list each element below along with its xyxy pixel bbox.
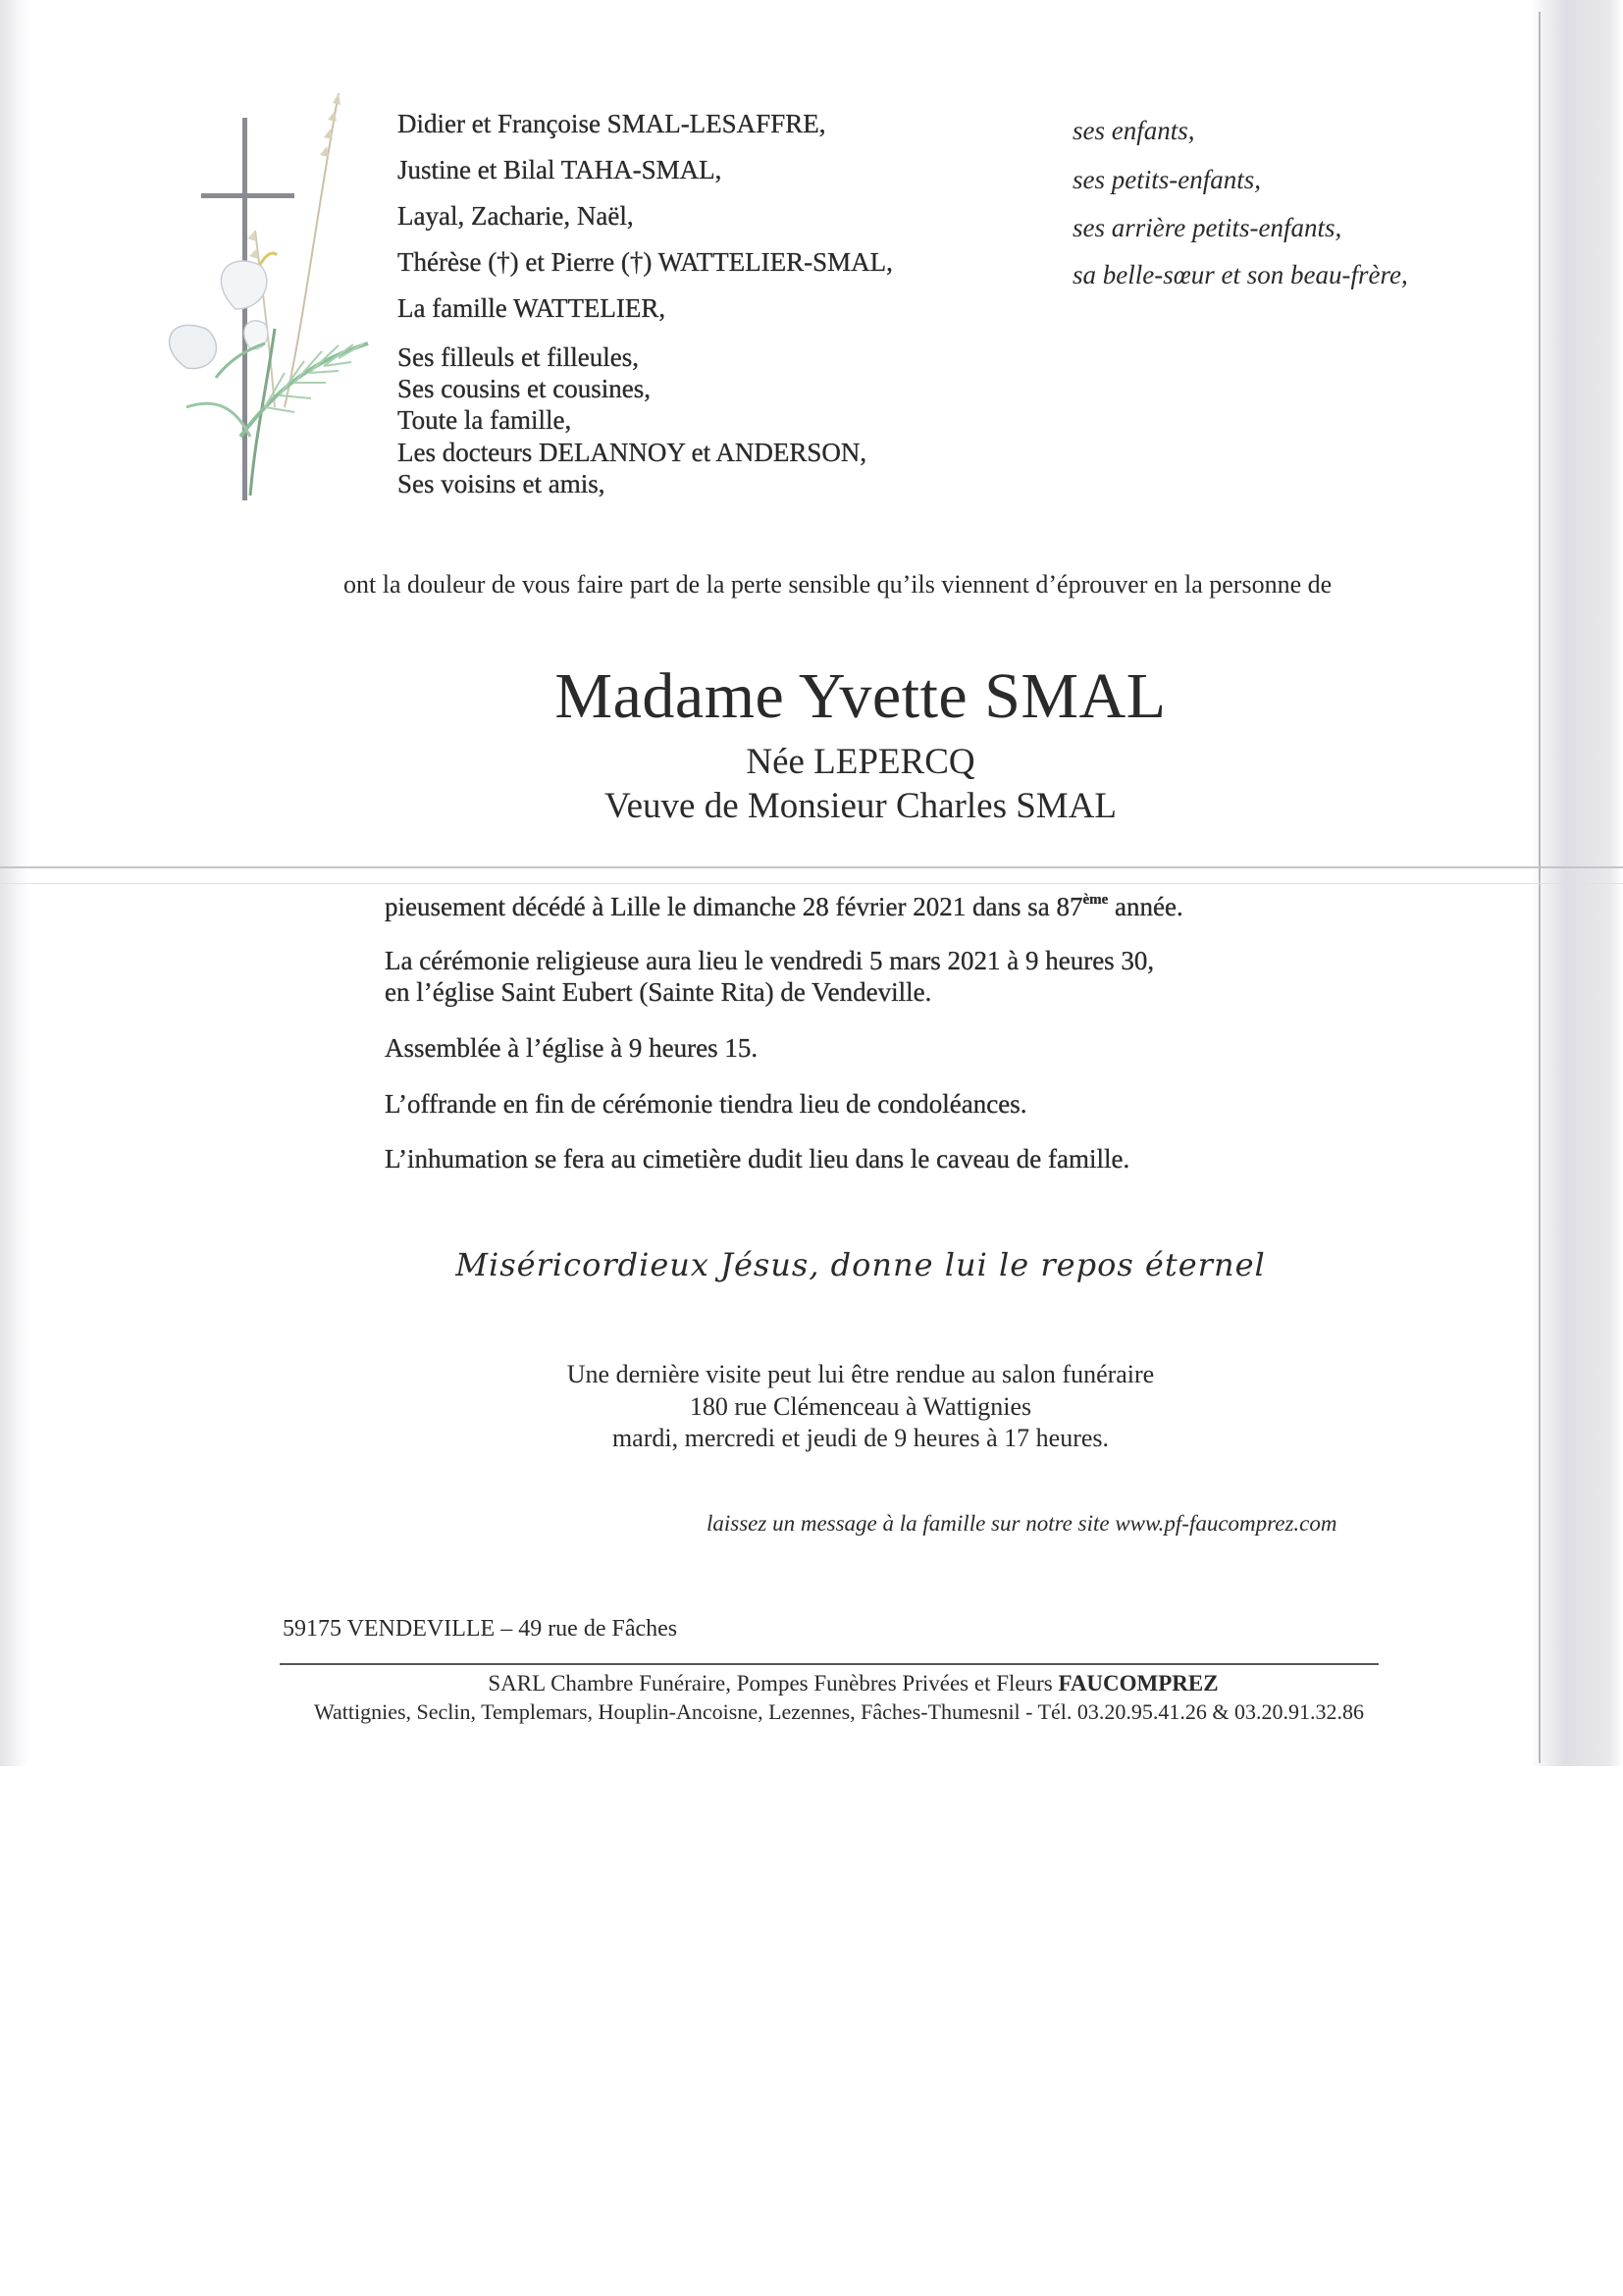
death-statement-text: pieusement décédé à Lille le dimanche 28 février 2021 dans sa 87 bbox=[385, 892, 1083, 921]
footer-company bbox=[0, 1672, 1623, 1695]
footer-company-name: FAUCOMPREZ bbox=[1058, 1671, 1219, 1696]
burial-note: L’inhumation se fera au cimetière dudit lieu dans le caveau de famille. bbox=[385, 1144, 1130, 1174]
mourner-line: Ses filleuls et filleules, bbox=[397, 342, 639, 372]
mourner-line: Les docteurs DELANNOY et ANDERSON, bbox=[397, 438, 867, 467]
prayer-text: Miséricordieux Jésus, donne lui le repos éternel bbox=[455, 1246, 1266, 1283]
home-address: 59175 VENDEVILLE – 49 rue de Fâches bbox=[283, 1616, 678, 1642]
relation-label: ses petits-enfants, bbox=[1073, 165, 1261, 194]
website-note: laissez un message à la famille sur notre site www.pf-faucomprez.com bbox=[707, 1511, 1337, 1536]
announcement-text: ont la douleur de vous faire part de la perte sensible qu’ils viennent d’éprouver en la personne de bbox=[343, 570, 1333, 599]
cross-icon bbox=[201, 118, 294, 500]
ordinal-suffix: ème bbox=[1082, 892, 1109, 908]
family-name-line: Layal, Zacharie, Naël, bbox=[397, 201, 634, 231]
family-name-line: Didier et Françoise SMAL-LESAFFRE, bbox=[397, 109, 826, 138]
mourner-line: Toute la famille, bbox=[397, 405, 572, 435]
mourner-line: Ses voisins et amis, bbox=[397, 469, 605, 498]
deceased-widow-of: Veuve de Monsieur Charles SMAL bbox=[603, 786, 1118, 826]
visit-line: Une dernière visite peut lui être rendue au salon funéraire bbox=[566, 1360, 1155, 1388]
footer-company-text: SARL Chambre Funéraire, Pompes Funèbres Privées et Fleurs bbox=[488, 1671, 1059, 1696]
deceased-birth-name: Née LEPERCQ bbox=[746, 742, 975, 782]
ceremony-line: La cérémonie religieuse aura lieu le vendredi 5 mars 2021 à 9 heures 30, bbox=[385, 946, 1155, 975]
fold-line-shadow bbox=[0, 883, 1623, 884]
assembly-time: Assemblée à l’église à 9 heures 15. bbox=[385, 1033, 759, 1063]
page-edge-shadow bbox=[1539, 12, 1541, 1763]
offering-note: L’offrande en fin de cérémonie tiendra lieu de condoléances. bbox=[385, 1089, 1027, 1119]
mourner-line: Ses cousins et cousines, bbox=[397, 374, 651, 403]
relation-label: ses arrière petits-enfants, bbox=[1073, 213, 1342, 242]
fold-line bbox=[0, 866, 1623, 868]
deceased-name: Madame Yvette SMAL bbox=[554, 660, 1167, 732]
family-name-line: Thérèse (†) et Pierre (†) WATTELIER-SMAL, bbox=[397, 247, 893, 277]
ceremony-location: en l’église Saint Eubert (Sainte Rita) de Vendeville. bbox=[385, 977, 932, 1007]
family-name-line: Justine et Bilal TAHA-SMAL, bbox=[397, 155, 722, 184]
cross-lily-illustration bbox=[157, 83, 373, 515]
visit-hours: mardi, mercredi et jeudi de 9 heures à 17 heures. bbox=[611, 1424, 1110, 1452]
visit-address: 180 rue Clémenceau à Wattignies bbox=[689, 1392, 1032, 1421]
death-statement bbox=[385, 893, 1183, 920]
footer-locations: Wattignies, Seclin, Templemars, Houplin-Ancoisne, Lezennes, Fâches-Thumesnil - Tél. 03.20.95.41.26 & 03.20.91.32.86 bbox=[314, 1699, 1365, 1724]
relation-label: sa belle-sœur et son beau-frère, bbox=[1073, 260, 1408, 289]
footer-divider bbox=[280, 1663, 1379, 1665]
relation-label: ses enfants, bbox=[1073, 116, 1195, 145]
lily-flowers-icon bbox=[170, 253, 277, 496]
death-statement-end: année. bbox=[1108, 892, 1183, 921]
family-name-line: La famille WATTELIER, bbox=[397, 293, 666, 323]
